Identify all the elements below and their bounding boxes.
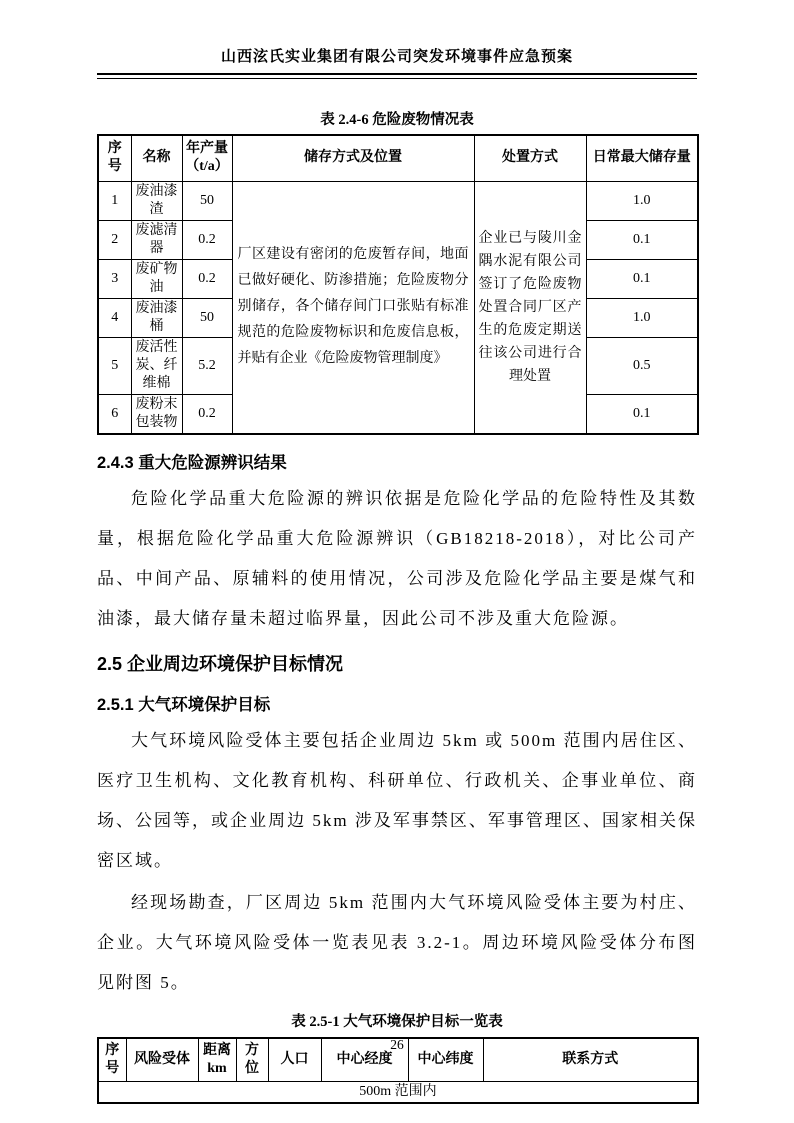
- col-header-direction-line2: 位: [245, 1060, 259, 1076]
- col-header-storage: 储存方式及位置: [232, 135, 474, 181]
- page-content: [97, 46, 697, 1104]
- cell-no: 6: [98, 394, 131, 434]
- col-header-distance-line2: km: [207, 1060, 227, 1076]
- col-header-annual-line1: 年产量: [186, 141, 228, 157]
- col-header-no: 序号: [98, 135, 131, 181]
- cell-name: 废矿物油: [131, 259, 182, 298]
- cell-daily-max: 1.0: [586, 181, 698, 220]
- cell-range-span: 500m 范围内: [98, 1082, 698, 1104]
- col-header-annual: [182, 135, 232, 181]
- paragraph-2-5-1-a: 大气环境风险受体主要包括企业周边 5km 或 500m 范围内居住区、医疗卫生机构、文化教育机构、科研单位、行政机关、企事业单位、商场、公园等，或企业周边 5km 涉及军事禁区、军事管理区、国家相关保密区域。: [97, 730, 697, 870]
- waste-table-caption: 表 2.4-6 危险废物情况表: [320, 112, 474, 128]
- col-header-longitude: 中心经度: [321, 1038, 408, 1082]
- col-header-population: 人口: [268, 1038, 321, 1082]
- cell-name: 废活性炭、纤维棉: [131, 337, 182, 394]
- cell-no: 1: [98, 181, 131, 220]
- section-heading-2-4-3: 2.4.3 重大危险源辨识结果: [97, 453, 287, 472]
- cell-annual: 50: [182, 298, 232, 337]
- col-header-contact: 联系方式: [483, 1038, 698, 1082]
- col-header-latitude: 中心纬度: [408, 1038, 483, 1082]
- col-header-receptor: 风险受体: [126, 1038, 198, 1082]
- cell-disposal-merged: 企业已与陵川金隅水泥有限公司签订了危险废物处置合同厂区产生的危废定期送往该公司进行合理处置: [474, 181, 586, 434]
- cell-name: 废油漆渣: [131, 181, 182, 220]
- cell-storage-merged: 厂区建设有密闭的危废暂存间，地面已做好硬化、防渗措施；危险废物分别储存，各个储存间门口张贴有标准规范的危险废物标识和危废信息板，并贴有企业《危险废物管理制度》: [232, 181, 474, 434]
- col-header-distance-line1: 距离: [203, 1042, 231, 1058]
- target-table-caption: 表 2.5-1 大气环境保护目标一览表: [291, 1013, 503, 1030]
- table-row: [98, 181, 698, 220]
- col-header-name: 名称: [131, 135, 182, 181]
- cell-annual: 0.2: [182, 220, 232, 259]
- table-row: [98, 1082, 698, 1104]
- cell-name: 废油漆桶: [131, 298, 182, 337]
- cell-daily-max: 0.1: [586, 394, 698, 434]
- paragraph-2-4-3: 危险化学品重大危险源的辨识依据是危险化学品的危险特性及其数量，根据危险化学品重大危险源辨识（GB18218-2018），对比公司产品、中间产品、原辅料的使用情况，公司涉及危险化学品主要是煤气和油漆，最大储存量未超过临界量，因此公司不涉及重大危险源。: [97, 488, 697, 628]
- cell-annual: 50: [182, 181, 232, 220]
- cell-name: 废粉末包装物: [131, 394, 182, 434]
- cell-no: 3: [98, 259, 131, 298]
- cell-annual: 0.2: [182, 394, 232, 434]
- cell-name: 废滤清器: [131, 220, 182, 259]
- cell-no: 5: [98, 337, 131, 394]
- section-heading-2-5: 2.5 企业周边环境保护目标情况: [97, 653, 344, 674]
- col-header-disposal: 处置方式: [474, 135, 586, 181]
- paragraph-2-5-1-b: 经现场勘查，厂区周边 5km 范围内大气环境风险受体主要为村庄、企业。大气环境风险受体一览表见表 3.2-1。周边环境风险受体分布图见附图 5。: [97, 892, 697, 992]
- waste-table-header-row: [98, 135, 698, 181]
- cell-no: 2: [98, 220, 131, 259]
- cell-daily-max: 0.5: [586, 337, 698, 394]
- col-header-no-line1: 序: [105, 1042, 120, 1058]
- col-header-direction-line1: 方: [245, 1042, 259, 1058]
- header-title: 山西泫氏实业集团有限公司突发环境事件应急预案: [220, 49, 573, 65]
- cell-annual: 5.2: [182, 337, 232, 394]
- header-double-rule: [97, 73, 697, 79]
- col-header-annual-line2: （t/a）: [185, 159, 229, 175]
- cell-no: 4: [98, 298, 131, 337]
- section-heading-2-5-1: 2.5.1 大气环境保护目标: [97, 695, 271, 714]
- cell-daily-max: 0.1: [586, 220, 698, 259]
- cell-daily-max: 0.1: [586, 259, 698, 298]
- col-header-no-line2: 号: [105, 1060, 120, 1076]
- cell-daily-max: 1.0: [586, 298, 698, 337]
- page-number: 26: [390, 1037, 404, 1052]
- waste-table: [97, 134, 699, 435]
- col-header-daily-max: 日常最大储存量: [586, 135, 698, 181]
- cell-annual: 0.2: [182, 259, 232, 298]
